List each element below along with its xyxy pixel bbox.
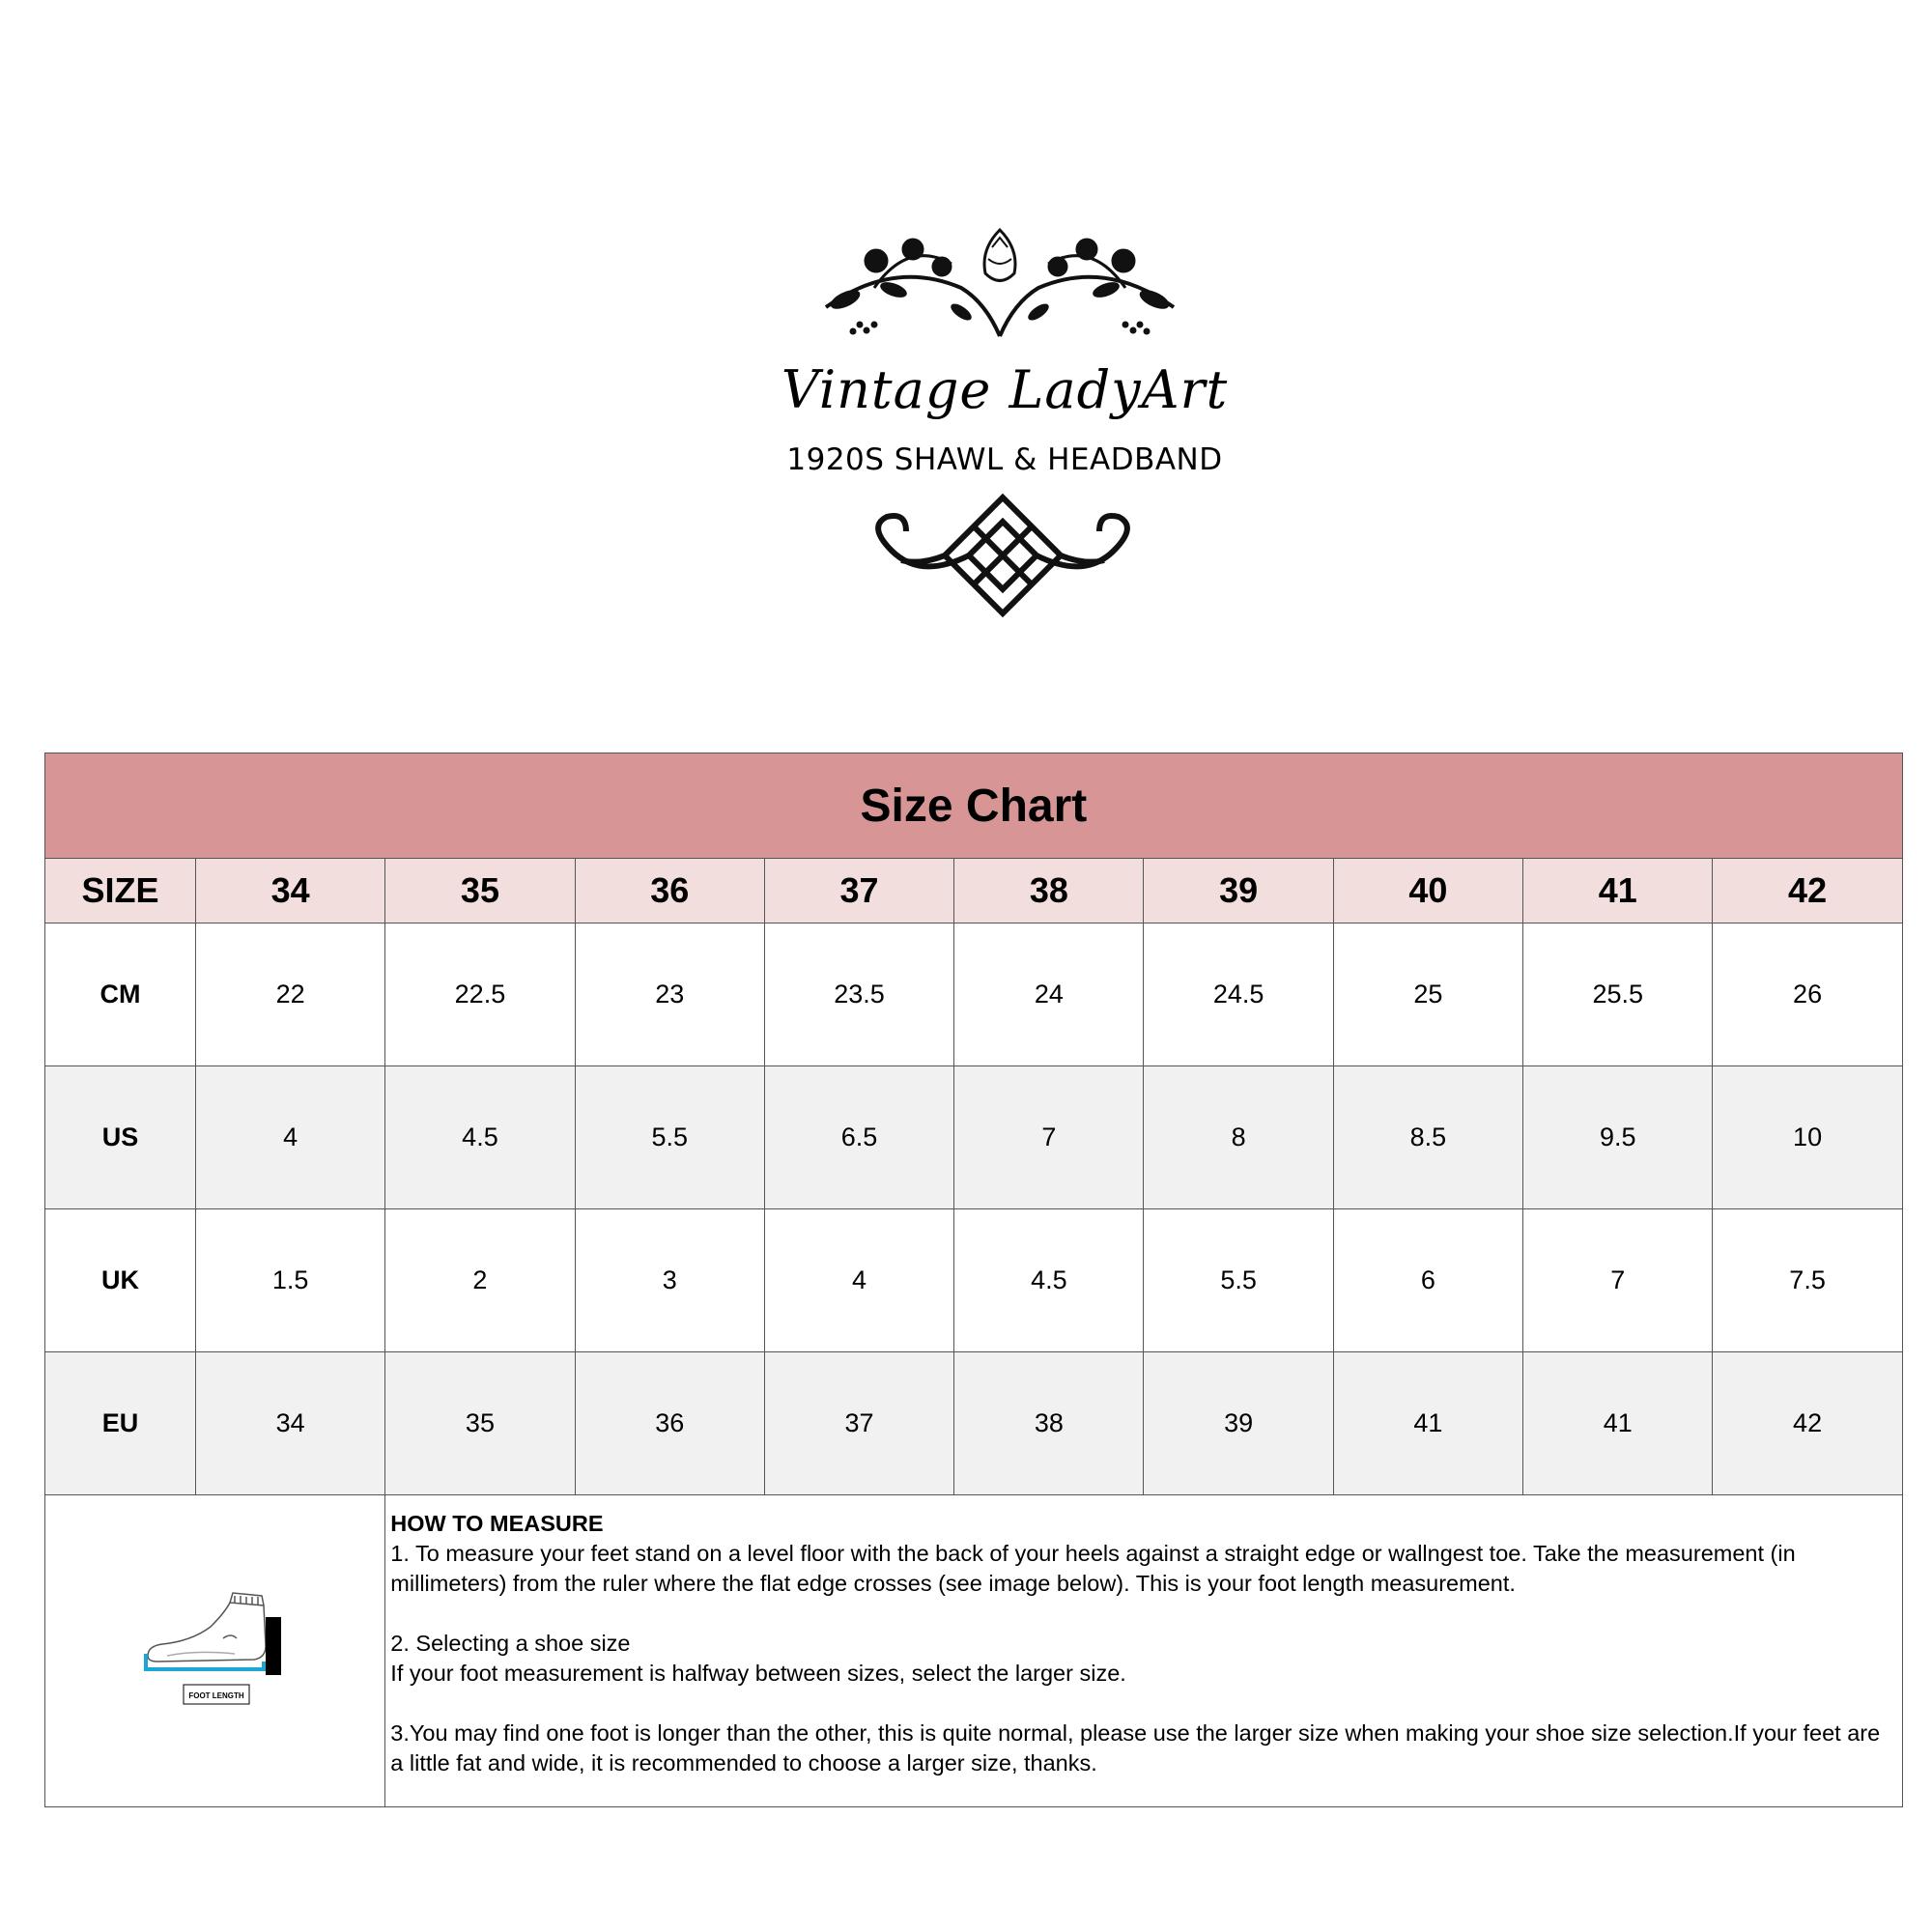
size-header-row <box>45 859 1903 923</box>
size-header-cell: 38 <box>954 859 1144 923</box>
table-cell: 1.5 <box>196 1209 385 1352</box>
size-header-cell: 35 <box>385 859 575 923</box>
size-header-cell: 42 <box>1713 859 1902 923</box>
table-cell: 39 <box>1144 1352 1333 1495</box>
table-cell: 22 <box>196 923 385 1066</box>
table-cell: 38 <box>954 1352 1144 1495</box>
table-cell: 9.5 <box>1523 1066 1713 1209</box>
measure-row <box>45 1495 1903 1807</box>
table-cell: 8 <box>1144 1066 1333 1209</box>
table-cell: 5.5 <box>1144 1209 1333 1352</box>
table-cell: 4.5 <box>954 1209 1144 1352</box>
table-cell: 26 <box>1713 923 1902 1066</box>
table-cell: 25 <box>1333 923 1522 1066</box>
size-label: SIZE <box>45 859 196 923</box>
foot-length-label: FOOT LENGTH <box>187 1691 244 1700</box>
table-cell: 34 <box>196 1352 385 1495</box>
table-cell: 5.5 <box>575 1066 764 1209</box>
table-cell: 35 <box>385 1352 575 1495</box>
table-cell: 7.5 <box>1713 1209 1902 1352</box>
table-cell: 7 <box>1523 1209 1713 1352</box>
table-cell: 10 <box>1713 1066 1902 1209</box>
size-header-cell: 36 <box>575 859 764 923</box>
measure-step-2-title: 2. Selecting a shoe size <box>390 1631 631 1656</box>
table-cell: 24.5 <box>1144 923 1333 1066</box>
table-cell: 24 <box>954 923 1144 1066</box>
table-cell: 6 <box>1333 1209 1522 1352</box>
size-header-cell: 39 <box>1144 859 1333 923</box>
table-row-us <box>45 1066 1903 1209</box>
foot-length-icon <box>138 1588 293 1714</box>
table-cell: 23.5 <box>764 923 953 1066</box>
size-header-cell: 40 <box>1333 859 1522 923</box>
table-cell: 3 <box>575 1209 764 1352</box>
size-chart-title: Size Chart <box>45 753 1903 859</box>
table-cell: 7 <box>954 1066 1144 1209</box>
table-cell: 4 <box>764 1209 953 1352</box>
table-row-uk <box>45 1209 1903 1352</box>
brand-header <box>0 0 1932 676</box>
table-cell: 25.5 <box>1523 923 1713 1066</box>
table-cell: 37 <box>764 1352 953 1495</box>
table-cell: 8.5 <box>1333 1066 1522 1209</box>
table-cell: 23 <box>575 923 764 1066</box>
table-cell: 41 <box>1523 1352 1713 1495</box>
measure-step-2-text: If your foot measurement is halfway between sizes, select the larger size. <box>390 1661 1126 1686</box>
table-cell: 42 <box>1713 1352 1902 1495</box>
table-cell: 4.5 <box>385 1066 575 1209</box>
measure-step-3: 3.You may find one foot is longer than the other, this is quite normal, please use the larger size when making your shoe size selection.If your feet are a little fat and wide, it is recommended to choose a larger size, thanks. <box>390 1720 1881 1776</box>
size-header-cell: 41 <box>1523 859 1713 923</box>
knot-ornament-icon <box>863 493 1143 628</box>
table-cell: 41 <box>1333 1352 1522 1495</box>
size-chart-table <box>44 753 1903 1807</box>
measure-step-1: 1. To measure your feet stand on a level floor with the back of your heels against a straight edge or wallngest toe. Take the measurement (in millimeters) from the ruler where the flat edge crosses (see image below). This is your foot length measurement. <box>390 1541 1796 1596</box>
how-to-measure-text <box>385 1495 1902 1807</box>
table-cell: 2 <box>385 1209 575 1352</box>
table-cell: 6.5 <box>764 1066 953 1209</box>
row-label: UK <box>45 1209 196 1352</box>
brand-name: Vintage LadyArt <box>781 359 1229 420</box>
row-label: EU <box>45 1352 196 1495</box>
table-cell: 22.5 <box>385 923 575 1066</box>
foot-figure-cell <box>45 1495 385 1807</box>
floral-ornament-icon <box>816 220 1183 351</box>
table-cell: 36 <box>575 1352 764 1495</box>
table-cell: 4 <box>196 1066 385 1209</box>
table-row-eu <box>45 1352 1903 1495</box>
row-label: US <box>45 1066 196 1209</box>
how-to-measure-title: HOW TO MEASURE <box>390 1511 604 1536</box>
size-header-cell: 37 <box>764 859 953 923</box>
table-row-cm <box>45 923 1903 1066</box>
row-label: CM <box>45 923 196 1066</box>
size-header-cell: 34 <box>196 859 385 923</box>
brand-subtitle: 1920S SHAWL & HEADBAND <box>786 442 1223 477</box>
